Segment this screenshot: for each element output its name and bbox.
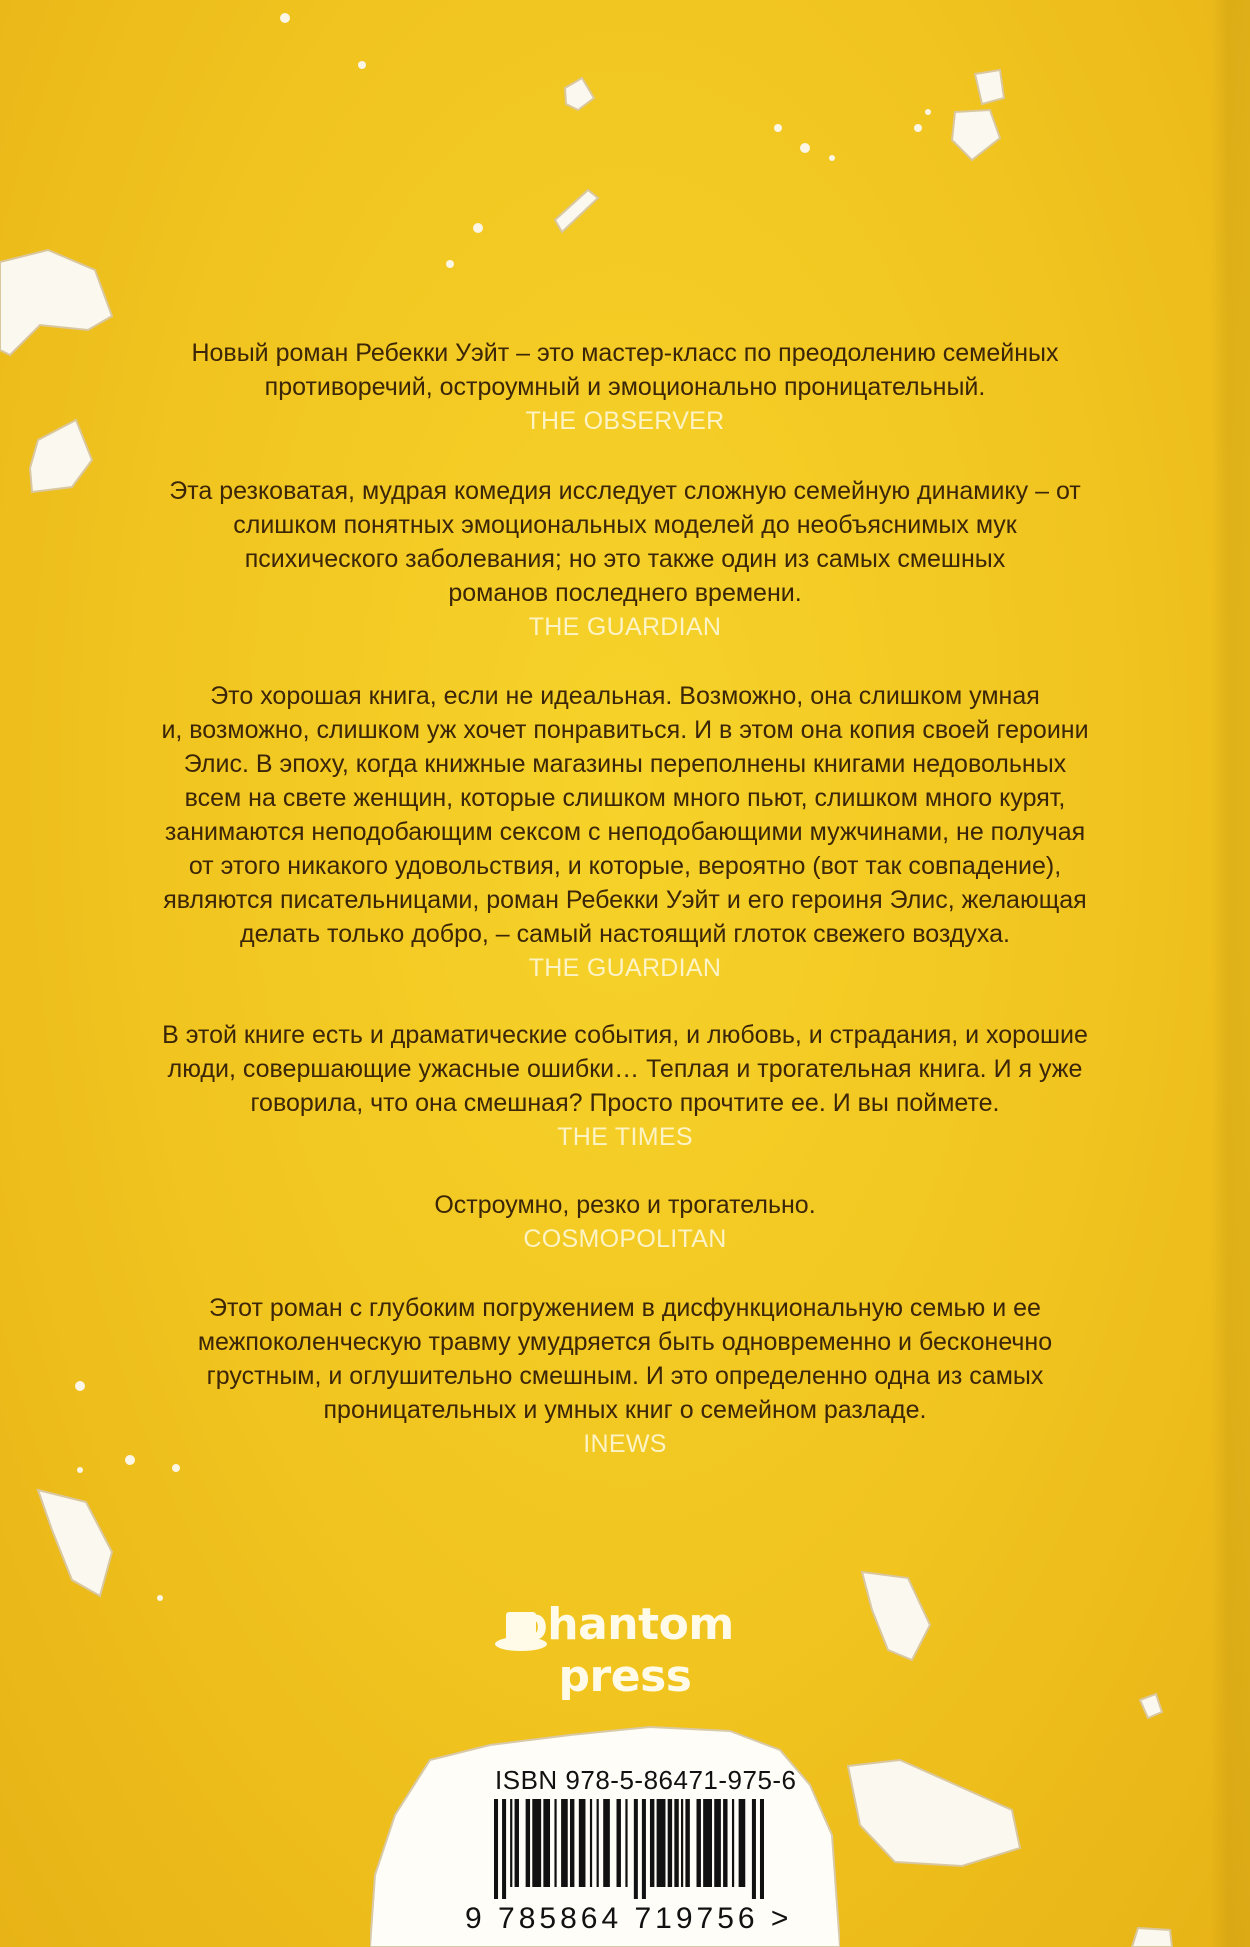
eggshell-crumb: [473, 223, 483, 233]
barcode-bar: [714, 1799, 721, 1887]
review-quote: Новый роман Ребекки Уэйт – это мастер-класс по преодолению семейных противоречий, остроумный и эмоционально проницательный.: [191, 339, 1059, 401]
barcode-bar: [532, 1799, 541, 1887]
barcode-bar: [657, 1799, 666, 1887]
barcode-bar: [674, 1799, 678, 1887]
review-quote: Эта резковатая, мудрая комедия исследует сложную семейную динамику – от слишком понятных эмоциональных моделей до необъяснимых мук психического заболевания; но это также один из самых смешных романов последнего времени.: [169, 477, 1081, 607]
eggshell-fragment: [565, 78, 594, 110]
barcode-bar: [697, 1799, 701, 1887]
barcode-bar: [543, 1799, 550, 1887]
barcode-bar: [515, 1799, 519, 1887]
eggshell-fragment: [1140, 1694, 1162, 1718]
eggshell-crumb: [280, 13, 290, 23]
review-source: THE TIMES: [557, 1123, 693, 1151]
barcode-bar: [634, 1799, 638, 1899]
eggshell-crumb: [75, 1381, 85, 1391]
eggshell-crumb: [446, 260, 454, 268]
review-source: THE GUARDIAN: [528, 954, 722, 982]
eggshell-crumb: [914, 124, 922, 132]
review-guardian-2: [90, 679, 1160, 985]
barcode-bar: [650, 1799, 654, 1887]
eggshell-fragment: [38, 1490, 112, 1596]
barcode-bar: [681, 1799, 683, 1887]
barcode-bar: [579, 1799, 586, 1887]
barcode-bar: [685, 1799, 689, 1887]
eggshell-crumb: [157, 1595, 163, 1601]
eggshell-fragment: [975, 70, 1004, 104]
review-source: THE OBSERVER: [525, 407, 725, 435]
isbn-text: ISBN 978-5-86471-975-6: [495, 1765, 797, 1795]
barcode-bar: [617, 1799, 621, 1887]
eggshell-crumb: [77, 1467, 83, 1473]
eggshell-crumb: [172, 1464, 180, 1472]
review-quote: Остроумно, резко и трогательно.: [434, 1191, 816, 1219]
barcode-bars: [494, 1799, 764, 1899]
review-quote: В этой книге есть и драматические события, и любовь, и страдания, и хорошие люди, совершающие ужасные ошибки… Теплая и трогательная книга. И я уже говорила, что она смешная? Просто прочтите ее. И вы поймете.: [162, 1021, 1088, 1117]
eggshell-fragment: [848, 1760, 1020, 1866]
barcode-digits: 9 785864 719756 >: [465, 1902, 793, 1935]
barcode-bar: [603, 1799, 610, 1887]
eggshell-crumb: [925, 109, 931, 115]
barcode-bar: [703, 1799, 712, 1887]
barcode-bar: [494, 1799, 498, 1899]
review-source: INEWS: [583, 1430, 667, 1458]
publisher-name: phantom press: [516, 1599, 734, 1702]
barcode-bar: [554, 1799, 556, 1887]
barcode-bar: [723, 1799, 727, 1887]
barcode-bar: [570, 1799, 574, 1887]
barcode-bar: [760, 1799, 764, 1899]
barcode-bar: [597, 1799, 599, 1887]
barcode-bar: [752, 1799, 756, 1899]
eggshell-fragment: [30, 420, 92, 492]
barcode-bar: [668, 1799, 672, 1887]
review-source: THE GUARDIAN: [528, 613, 722, 641]
review-inews: [90, 1291, 1160, 1461]
publisher-logo: [490, 1599, 760, 1703]
barcode-bar: [590, 1799, 592, 1887]
eggshell-fragment: [1132, 1928, 1172, 1947]
eggshell-fragment: [555, 190, 598, 232]
barcode-bar: [625, 1799, 627, 1887]
review-quote: Это хорошая книга, если не идеальная. Возможно, она слишком умная и, возможно, слишком уж хочет понравиться. И в этом она копия своей героини Элис. В эпоху, когда книжные магазины переполнены книгами недовольных всем на свете женщин, которые слишком много пьют, слишком много курят, занимаются неподобающим сексом с неподобающими мужчинами, не получая от этого никакого удовольствия, и которые, вероятно (вот так совпадение), являются писательницами, роман Ребекки Уэйт и его героиня Элис, желающая делать только добро, – самый настоящий глоток свежего воздуха.: [161, 682, 1089, 948]
eggshell-fragment: [862, 1572, 930, 1660]
review-observer: [90, 336, 1160, 438]
review-times: [90, 1018, 1160, 1154]
eggshell-crumb: [800, 143, 810, 153]
eggshell-crumb: [774, 124, 782, 132]
review-guardian-1: [90, 474, 1160, 644]
barcode-bar: [732, 1799, 734, 1887]
barcode-bar: [502, 1799, 506, 1899]
review-cosmopolitan: [90, 1188, 1160, 1256]
barcode-bar: [739, 1799, 746, 1887]
barcode-bar: [561, 1799, 568, 1887]
barcode-bar: [526, 1799, 530, 1887]
barcode-bar: [642, 1799, 646, 1899]
barcode-bar: [510, 1799, 512, 1887]
barcode-area: [370, 1705, 840, 1947]
eggshell-fragment: [952, 110, 1000, 160]
review-source: COSMOPOLITAN: [523, 1225, 727, 1253]
eggshell-crumb: [358, 61, 366, 69]
eggshell-crumb: [829, 155, 835, 161]
review-quote: Этот роман с глубоким погружением в дисфункциональную семью и ее межпоколенческую травму умудряется быть одновременно и бесконечно грустным, и оглушительно смешным. И это определенно одна из самых проницательных и умных книг о семейном разладе.: [197, 1294, 1053, 1424]
